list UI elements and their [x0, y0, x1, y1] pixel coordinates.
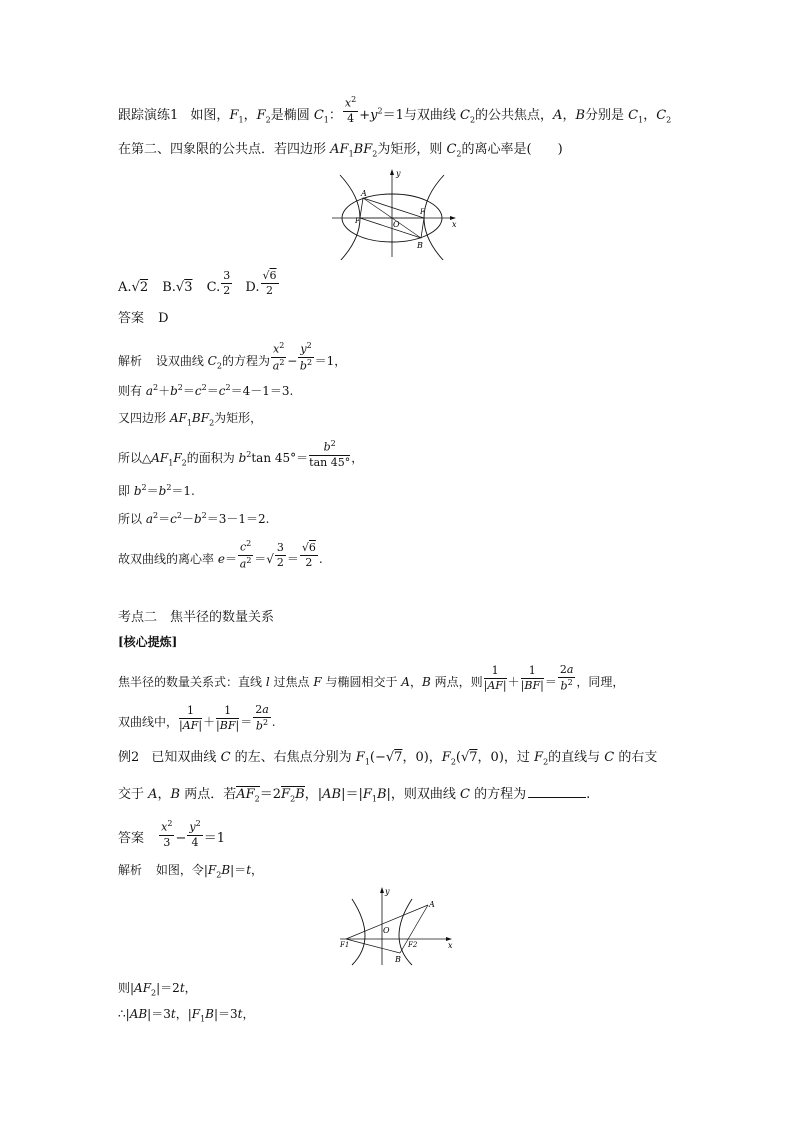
ex2-analysis-1: [118, 864, 263, 879]
fig2-label-f1: F1: [340, 941, 350, 949]
ex2-answer-label: 答案: [118, 830, 145, 846]
option-d: D. $\frac{√6}{2}$: [245, 269, 277, 298]
option-c: C. $\frac{3}{2}$: [206, 269, 231, 298]
q1-line-2-text: 在第二、四象限的公共点．若四边形 $AF_1BF_2$为矩形，则 $C_2$的离心率是( ): [118, 142, 563, 159]
section2-formula-2: 双曲线中， $\frac{1}{|AF|}$ ＋ $\frac{1}{|BF|}$ ＝ $\frac{2a}{b^2}$ .: [118, 703, 276, 733]
fig2-y-label: y: [385, 887, 390, 896]
y-axis-arrow-icon: [380, 887, 384, 893]
q1-ellipse-rest: $+y^2=1$与双曲线 $C_2$的公共焦点，A，B分别是 $C_1$，$C_2$: [359, 106, 672, 125]
option-a: A.√2: [118, 280, 149, 296]
ex2-label: 例2: [118, 750, 140, 765]
fig2-label-a: A: [429, 900, 435, 909]
figure-ellipse-hyperbola: [330, 165, 460, 260]
ex2-analysis-3: ∴|AB|＝3t，$|F_1B|=3t$，: [118, 1007, 255, 1024]
ex2-analysis-2: 则$|AF_2|=2t$，: [118, 981, 197, 998]
q1-label: 跟踪演练1: [118, 107, 179, 123]
figure-hyperbola-ex2: [338, 885, 458, 967]
ex2-analysis-label: 解析: [118, 863, 143, 877]
ex2-line-1: [118, 751, 657, 767]
section2-formula-1: 焦半径的数量关系式：直线 l 过焦点 F 与椭圆相交于 A，B 两点，则 $\frac{1}{|AF|}$ ＋ $\frac{1}{|BF|}$ ＝ $\frac{2a}{b^2}$ ，同理，: [118, 663, 625, 693]
section2-core-label: [核心提炼]: [118, 635, 178, 649]
option-b: B.√3: [162, 280, 193, 296]
fig2-label-b: B: [395, 955, 401, 964]
q1-analysis-label: 解析: [118, 353, 143, 368]
segment-f1b: [346, 939, 400, 953]
fig1-label-a: A: [361, 189, 367, 198]
fig1-x-label: x: [452, 220, 457, 229]
hyperbola-right-branch: [424, 175, 444, 260]
q1-analysis-7: 故双曲线的离心率 e＝ $\frac{c^2}{a^2}$ ＝√ $\frac{3}{2}$ ＝ $\frac{√6}{2}$ .: [118, 539, 323, 571]
ex2-line-2: 交于 A，B 两点．若$AF_2=2F_2B$，$|AB|=|F_1B|$，则双曲线 C 的方程为 .: [118, 787, 591, 804]
fig2-x-label: x: [448, 941, 453, 950]
q1-ellipse-fraction: $\frac{x^2}{4}$: [344, 95, 357, 125]
q1-analysis-6: 所以 $a^2=c^2-b^2=3-1=2$.: [118, 511, 270, 526]
ex2-analysis-1-text: 如图，令$|F_2B|=t$，: [155, 863, 264, 880]
q1-analysis-5: 即 $b^2=b^2=1$.: [118, 483, 195, 498]
q1-analysis-4: 所以$\triangle AF_1F_2$的面积为 $b^2\tan$ 45°＝ $\frac{b^2}{\tan 45^\circ}$ ，: [118, 439, 364, 469]
q1-options: [118, 269, 280, 298]
fig2-label-o: O: [383, 926, 390, 935]
fig1-label-f1: F: [355, 217, 360, 225]
section2-title: 考点二 焦半径的数量关系: [118, 610, 275, 625]
ex2-answer-value: $\frac{x^2}{3}$ − $\frac{y^2}{4}$ ＝1: [161, 819, 225, 849]
hyperbola-right-branch: [399, 899, 412, 965]
y-axis-arrow-icon: [390, 169, 394, 175]
fig1-label-f2: F: [420, 208, 425, 216]
q1-analysis-3: 又四边形 $AF_1BF_2$为矩形，: [118, 411, 263, 428]
q1-line-1: [118, 95, 672, 125]
q1-answer-label: 答案: [118, 311, 145, 326]
q1-answer: [118, 312, 169, 325]
q1-answer-value: D: [158, 311, 169, 326]
q1-analysis-1-text: 设双曲线 $C_2$的方程为 $\frac{x^2}{a^2}$ − $\frac{y^2}{b^2}$ ＝1，: [155, 341, 347, 373]
fig1-y-label: y: [396, 169, 401, 178]
q1-intro: 如图，: [190, 107, 230, 123]
ex2-answer-blank[interactable]: [528, 787, 586, 798]
q1-foci-text: $F_1$，$F_2$是椭圆 $C_1$：: [229, 107, 342, 125]
ex2-answer: [118, 819, 225, 849]
q1-analysis-2: 则有 $a^2+b^2=c^2=c^2=4-1=3$.: [118, 383, 294, 398]
fig1-label-b: B: [417, 241, 423, 250]
fig1-label-o: O: [393, 220, 400, 229]
q1-line-2: [118, 143, 563, 159]
fig2-label-f2: F2: [408, 941, 418, 949]
ex2-line-1-text: 已知双曲线 C 的左、右焦点分别为 $F_1(-√7$，0)，$F_2(√7$，0)，过 $F_2$的直线与 C 的右支: [151, 750, 658, 767]
q1-analysis-1: [118, 341, 347, 373]
